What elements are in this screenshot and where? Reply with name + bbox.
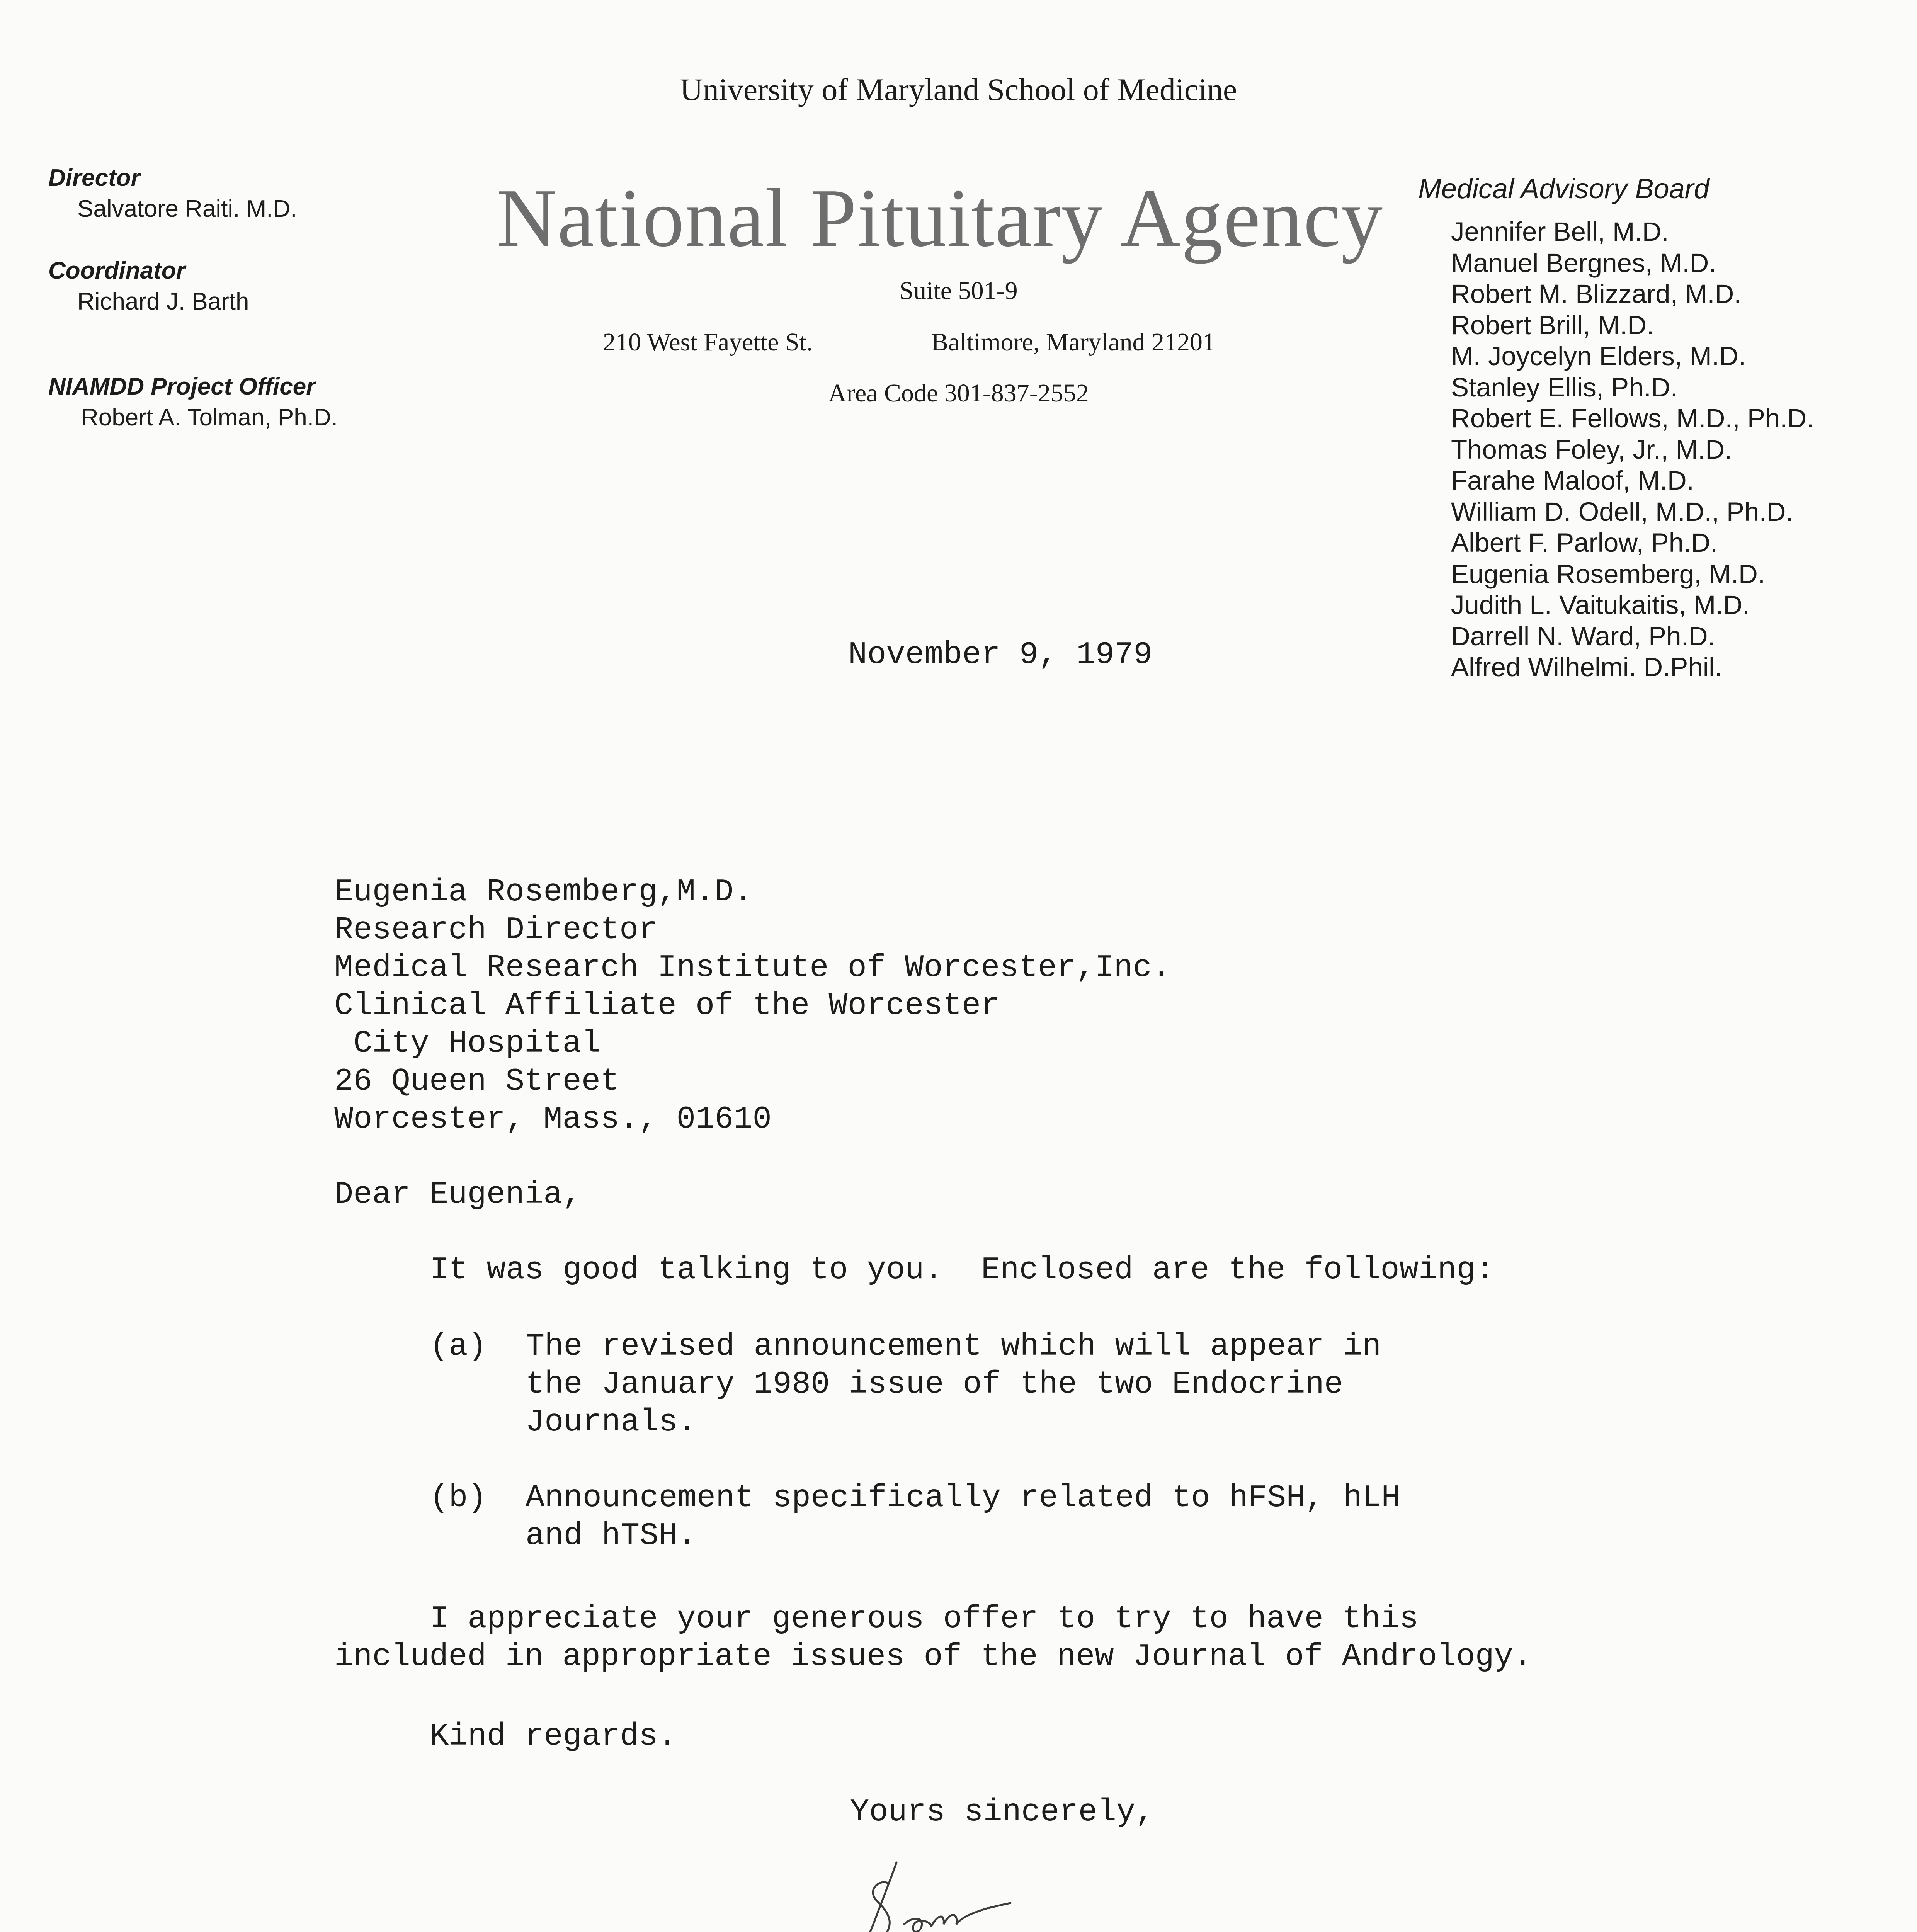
signature-image <box>839 1847 1055 1932</box>
recipient-line: Clinical Affiliate of the Worcester <box>334 988 1000 1024</box>
board-member: Robert E. Fellows, M.D., Ph.D. <box>1451 403 1814 433</box>
item-a-marker: (a) <box>430 1328 487 1364</box>
project-officer-name: Robert A. Tolman, Ph.D. <box>81 404 338 431</box>
board-member: Manuel Bergnes, M.D. <box>1451 248 1716 278</box>
board-member: Eugenia Rosemberg, M.D. <box>1451 559 1766 589</box>
coordinator-label: Coordinator <box>48 257 185 284</box>
city-address: Baltimore, Maryland 21201 <box>931 328 1216 356</box>
board-member: Judith L. Vaitukaitis, M.D. <box>1451 590 1750 620</box>
board-member: Darrell N. Ward, Ph.D. <box>1451 621 1715 651</box>
recipient-line: Eugenia Rosemberg,M.D. <box>334 874 753 910</box>
board-member: Albert F. Parlow, Ph.D. <box>1451 528 1718 558</box>
recipient-line: City Hospital <box>334 1026 600 1061</box>
letter-date: November 9, 1979 <box>848 637 1153 673</box>
closing: Yours sincerely, <box>850 1794 1155 1830</box>
recipient-line: Research Director <box>334 912 658 948</box>
item-a-line: The revised announcement which will appear in <box>526 1328 1381 1364</box>
director-name: Salvatore Raiti. M.D. <box>77 196 297 222</box>
advisory-board-list <box>1451 216 1814 683</box>
item-b-line: Announcement specifically related to hFSH, hLH <box>526 1480 1400 1516</box>
recipient-line: Worcester, Mass., 01610 <box>334 1101 772 1137</box>
board-member: M. Joycelyn Elders, M.D. <box>1451 341 1746 371</box>
appreciation-line: included in appropriate issues of the new Journal of Andrology. <box>334 1639 1533 1675</box>
coordinator-name: Richard J. Barth <box>77 288 249 315</box>
director-label: Director <box>48 165 140 191</box>
board-member: Robert Brill, M.D. <box>1451 310 1654 340</box>
suite-number: Suite 501-9 <box>899 277 1018 305</box>
item-a-line: the January 1980 issue of the two Endocrine <box>526 1366 1343 1402</box>
street-address: 210 West Fayette St. <box>603 328 813 356</box>
board-member: Jennifer Bell, M.D. <box>1451 217 1669 247</box>
area-code: Area Code 301-837-2552 <box>828 379 1089 407</box>
regards: Kind regards. <box>430 1718 677 1754</box>
board-member: William D. Odell, M.D., Ph.D. <box>1451 497 1793 527</box>
board-member: Robert M. Blizzard, M.D. <box>1451 279 1742 309</box>
item-a-line: Journals. <box>526 1404 697 1440</box>
board-member: Alfred Wilhelmi. D.Phil. <box>1451 652 1722 682</box>
board-member: Stanley Ellis, Ph.D. <box>1451 372 1678 402</box>
recipient-line: 26 Queen Street <box>334 1063 620 1099</box>
board-member: Thomas Foley, Jr., M.D. <box>1451 434 1732 464</box>
item-b-marker: (b) <box>430 1480 487 1516</box>
board-member: Farahe Maloof, M.D. <box>1451 466 1694 495</box>
recipient-line: Medical Research Institute of Worcester,Inc. <box>334 950 1171 986</box>
project-officer-label: NIAMDD Project Officer <box>48 373 316 400</box>
university-name: University of Maryland School of Medicine <box>680 72 1237 107</box>
salutation: Dear Eugenia, <box>334 1177 582 1213</box>
item-b-line: and hTSH. <box>526 1518 697 1554</box>
advisory-board-heading: Medical Advisory Board <box>1418 173 1709 204</box>
intro-paragraph: It was good talking to you. Enclosed are the following: <box>430 1252 1495 1288</box>
appreciation-line: I appreciate your generous offer to try to have this <box>430 1601 1419 1637</box>
agency-name: National Pituitary Agency <box>497 172 1384 264</box>
